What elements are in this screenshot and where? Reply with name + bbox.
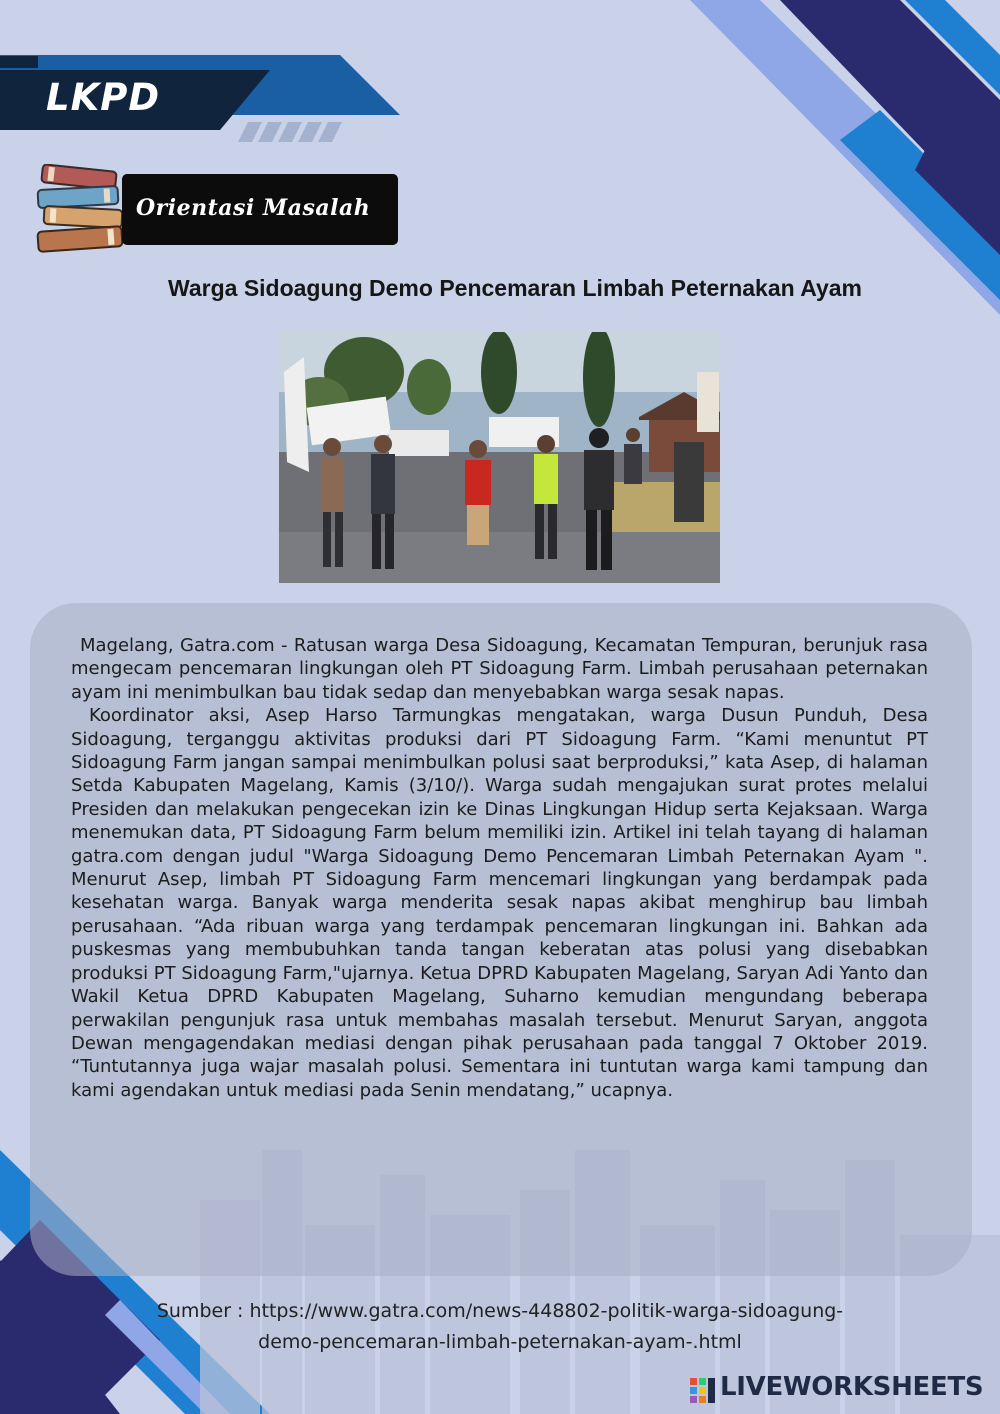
books-stack-icon (34, 164, 134, 258)
section-title: Orientasi Masalah (136, 195, 371, 221)
source-line-1: Sumber : https://www.gatra.com/news-448802-politik-warga-sidoagung- (156, 1300, 844, 1322)
article-paragraph-1: Magelang, Gatra.com - Ratusan warga Desa Sidoagung, Kecamatan Tempuran, berunjuk rasa mengecam pencemaran lingkungan oleh PT Sidoagung Farm. Limbah perusahaan peternakan ayam ini menimbulkan bau tidak sedap dan menyebabkan warga sesak napas. (71, 635, 928, 703)
footer-brand: LIVEWORKSHEETS (720, 1372, 984, 1402)
article-paragraph-2: Koordinator aksi, Asep Harso Tarmungkas mengatakan, warga Dusun Punduh, Desa Sidoagung, terganggu aktivitas produksi dari PT Sidoagung Farm. “Kami menuntut PT Sidoagung Farm jangan sampai menimbulkan polusi saat berproduksi,” kata Asep, di halaman Setda Kabupaten Magelang, Kamis (3/10/). Warga sudah mengajukan surat protes melalui Presiden dan melakukan pengecekan izin ke Dinas Lingkungan Hidup serta Kejaksaan. Warga menemukan data, PT Sidoagung Farm belum memiliki izin. Artikel ini telah tayang di halaman gatra.com dengan judul "Warga Sidoagung Demo Pencemaran Limbah Peternakan Ayam ". Menurut Asep, limbah PT Sidoagung Farm mencemari lingkungan yang berdampak pada kesehatan warga. Banyak warga menderita sesak napas akibat menghirup bau limbah perusahaan. “Ada ribuan warga yang terdampak pencemaran lingkungan ini. Bahkan ada puskesmas yang membubuhkan tanda tangan keberatan atas polusi yang disebabkan produksi PT Sidoagung Farm,"ujarnya. Ketua DPRD Kabupaten Magelang, Saryan Adi Yanto dan Wakil Ketua DPRD Kabupaten Magelang, Suharno kemudian mengundang beberapa perwakilan pengunjuk rasa untuk membahas masalah tersebut. Menurut Saryan, anggota Dewan mengagendakan mediasi dengan pihak perusahaan pada tanggal 7 Oktober 2019. “Tuntutannya juga wajar masalah polusi. Sementara ini tuntutan warga kami tampung dan kami agendakan untuk mediasi pada Senin mendatang,” ucapnya. (71, 705, 928, 1101)
article-body (71, 634, 928, 1102)
article-headline: Warga Sidoagung Demo Pencemaran Limbah Peternakan Ayam (167, 275, 863, 301)
protest-photo (279, 332, 720, 583)
liveworksheets-logo-icon (690, 1378, 716, 1404)
source-line-2: demo-pencemaran-limbah-peternakan-ayam-.html (258, 1331, 742, 1353)
lkpd-title: LKPD (46, 76, 161, 119)
source-citation (60, 1296, 940, 1358)
